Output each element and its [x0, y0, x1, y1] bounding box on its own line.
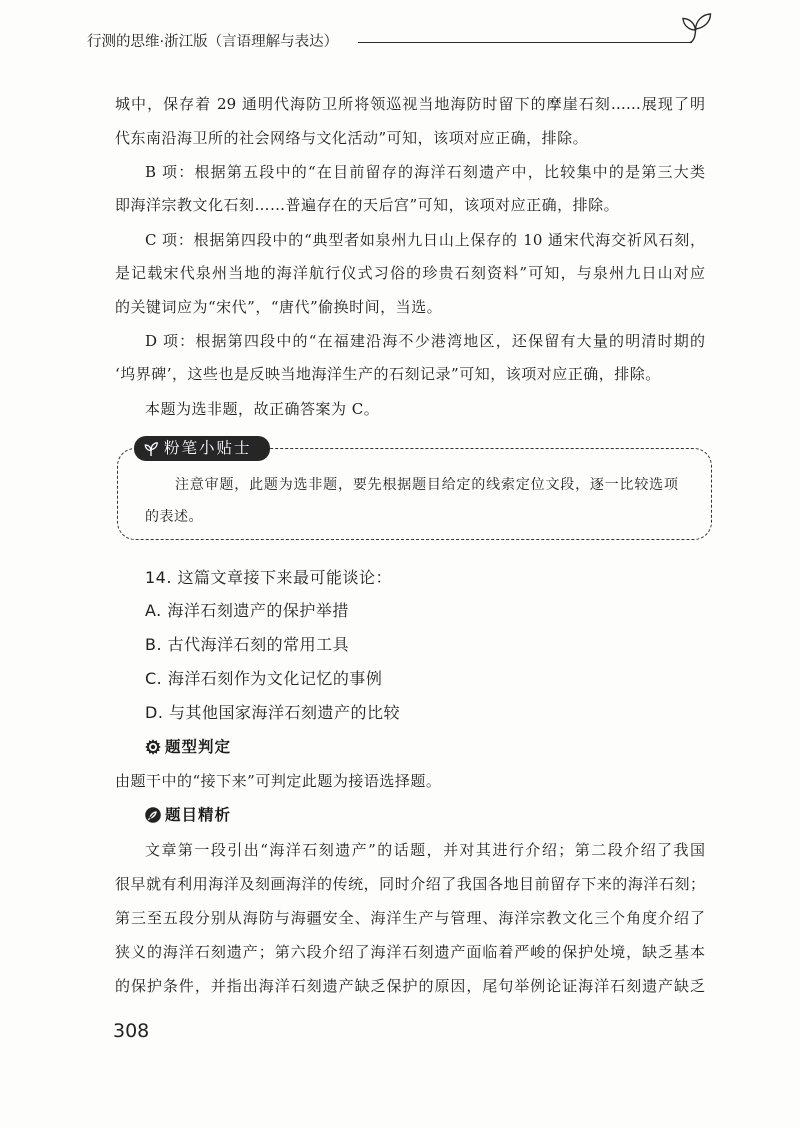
tip-text-line: 注意审题，此题为选非题，要先根据题目给定的线索定位文段，逐一比较选项 — [175, 477, 678, 493]
sun-icon — [145, 739, 161, 755]
explanation-line: 代东南沿海卫所的社会网络与文化活动”可知，该项对应正确，排除。 — [115, 129, 589, 147]
option-c-analysis-line: 是记载宋代泉州当地的海洋航行仪式习俗的珍贵石刻资料”可知，与泉州九日山对应 — [115, 264, 705, 282]
book-title: 行测的思维·浙江版（言语理解与表达） — [87, 34, 339, 50]
header-rule — [358, 42, 692, 43]
option-d-analysis-line: D 项：根据第四段中的“在福建沿海不少港湾地区，还保留有大量的明清时期的 — [145, 332, 705, 350]
pen-circle-icon — [145, 807, 161, 823]
question-stem: 14. 这篇文章接下来最可能谈论： — [145, 568, 393, 587]
answer-conclusion: 本题为选非题，故正确答案为 C。 — [145, 400, 380, 418]
option-c: C. 海洋石刻作为文化记忆的事例 — [145, 669, 383, 688]
option-c-analysis-line: 的关键词应为“宋代”，“唐代”偷换时间，当选。 — [115, 298, 443, 316]
tip-label-pill — [134, 436, 270, 461]
type-section-text: 由题干中的“接下来”可判定此题为接语选择题。 — [115, 772, 442, 790]
option-c-analysis-line: C 项：根据第四段中的“典型者如泉州九日山上保存的 10 通宋代海交祈风石刻， — [145, 231, 705, 249]
option-d-analysis-line: ‘坞界碑’，这些也是反映当地海洋生产的石刻记录”可知，该项对应正确，排除。 — [115, 365, 661, 383]
analysis-line: 很早就有利用海洋及刻画海洋的传统，同时介绍了我国各地目前留存下来的海洋石刻； — [115, 875, 705, 893]
option-a: A. 海洋石刻遗产的保护举措 — [145, 601, 349, 620]
analysis-line: 文章第一段引出“海洋石刻遗产”的话题，并对其进行介绍；第二段介绍了我国 — [145, 841, 705, 859]
type-section-heading: 题型判定 — [165, 738, 232, 756]
page-number: 308 — [113, 1020, 150, 1042]
option-b: B. 古代海洋石刻的常用工具 — [145, 635, 350, 654]
sprout-icon — [143, 441, 159, 457]
tip-label: 粉笔小贴士 — [164, 439, 252, 457]
analysis-line: 狭义的海洋石刻遗产；第六段介绍了海洋石刻遗产面临着严峻的保护处境，缺乏基本 — [115, 943, 705, 961]
sprout-icon — [676, 9, 716, 45]
analysis-section-heading: 题目精析 — [165, 806, 232, 824]
analysis-line: 的保护条件，并指出海洋石刻遗产缺乏保护的原因，尾句举例论证海洋石刻遗产缺乏 — [115, 977, 705, 995]
explanation-line: 城中，保存着 29 通明代海防卫所将领巡视当地海防时留下的摩崖石刻……展现了明 — [115, 95, 705, 113]
tip-text-line: 的表述。 — [145, 509, 203, 525]
option-b-analysis-line: B 项：根据第五段中的“在目前留存的海洋石刻遗产中，比较集中的是第三大类 — [145, 163, 705, 181]
option-b-analysis-line: 即海洋宗教文化石刻……普遍存在的天后宫”可知，该项对应正确，排除。 — [115, 196, 620, 214]
analysis-line: 第三至五段分别从海防与海疆安全、海洋生产与管理、海洋宗教文化三个角度介绍了 — [115, 909, 705, 927]
option-d: D. 与其他国家海洋石刻遗产的比较 — [145, 703, 400, 722]
